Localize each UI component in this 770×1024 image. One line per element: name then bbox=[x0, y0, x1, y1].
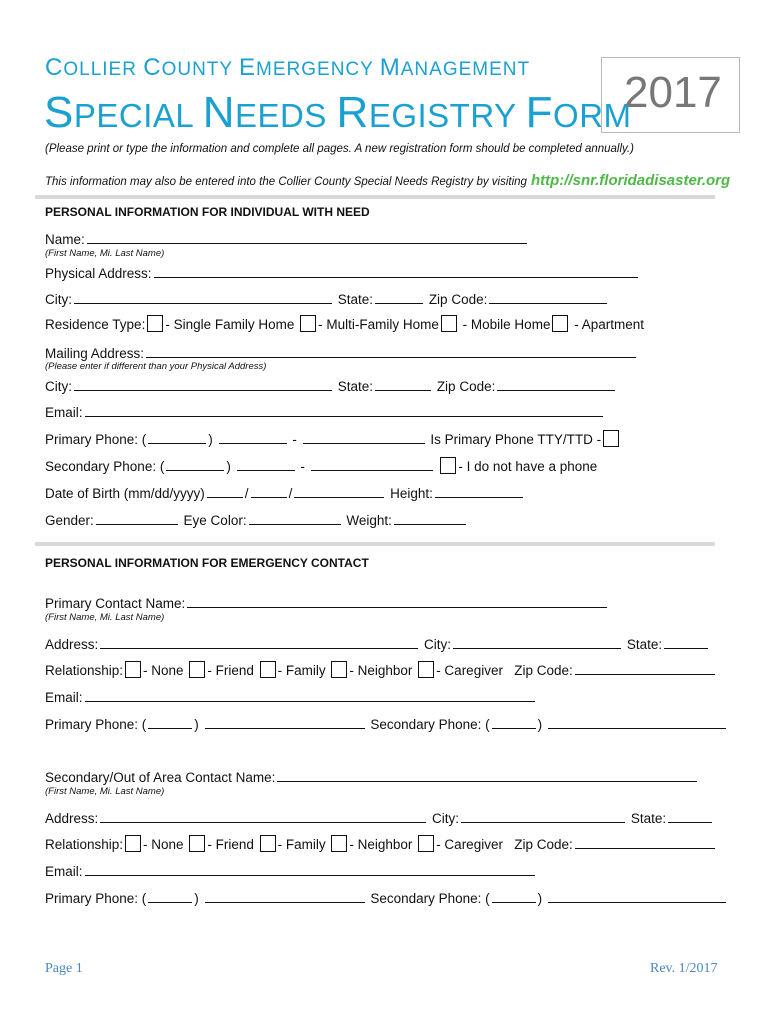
secondary-phone-row bbox=[45, 456, 597, 474]
rel-none-label: - None bbox=[143, 663, 184, 678]
paren-close: ) bbox=[226, 459, 231, 474]
paren-close: ) bbox=[537, 717, 543, 732]
rel-family-checkbox[interactable] bbox=[260, 835, 276, 852]
title-letter: N bbox=[202, 88, 235, 137]
dob-row bbox=[45, 483, 525, 501]
title-text: ORM bbox=[553, 97, 632, 134]
primary-contact-row bbox=[45, 593, 609, 611]
mailing-address-field[interactable] bbox=[146, 343, 636, 358]
city-label: City: bbox=[424, 637, 452, 652]
org-text: MERGENCY bbox=[256, 59, 380, 80]
email-row bbox=[45, 402, 605, 420]
primary-prefix-field[interactable] bbox=[219, 429, 287, 444]
rel-caregiver-checkbox[interactable] bbox=[418, 661, 434, 678]
registry-link[interactable]: http://snr.floridadisaster.org bbox=[530, 172, 731, 189]
secondary-contact-row bbox=[45, 767, 699, 785]
rel-caregiver-checkbox[interactable] bbox=[418, 835, 434, 852]
multi-family-label: - Multi-Family Home bbox=[318, 317, 439, 332]
form-title bbox=[44, 88, 632, 138]
primary-phone-label: Primary Phone: ( bbox=[45, 717, 147, 732]
org-letter: C bbox=[45, 54, 64, 81]
page-number: Page 1 bbox=[45, 961, 83, 976]
secondary-contact-state-field[interactable] bbox=[668, 808, 712, 823]
secondary-relationship-row bbox=[45, 834, 717, 852]
secondary-phone-label: Secondary Phone: ( bbox=[370, 891, 490, 906]
gender-field[interactable] bbox=[96, 510, 178, 525]
paren-close: ) bbox=[537, 891, 543, 906]
org-text: ANAGEMENT bbox=[400, 59, 531, 80]
secondary-contact-name-field[interactable] bbox=[277, 767, 697, 782]
primary-phone-label: Primary Phone: ( bbox=[45, 432, 147, 447]
rel-family-label: - Family bbox=[277, 837, 326, 852]
primary-contact-email-field[interactable] bbox=[85, 687, 535, 702]
zip-label: Zip Code: bbox=[428, 292, 488, 307]
mailing-state-field[interactable] bbox=[375, 376, 431, 391]
org-text: OUNTY bbox=[161, 59, 239, 80]
city-label: City: bbox=[432, 811, 460, 826]
tty-checkbox[interactable] bbox=[603, 430, 619, 447]
height-label: Height: bbox=[390, 486, 433, 501]
no-phone-checkbox[interactable] bbox=[440, 457, 456, 474]
primary-contact-address-field[interactable] bbox=[100, 634, 418, 649]
mailing-address-row bbox=[45, 343, 638, 361]
rel-friend-label: - Friend bbox=[207, 663, 254, 678]
dob-day-field[interactable] bbox=[251, 483, 287, 498]
section-divider bbox=[35, 195, 715, 199]
rel-family-checkbox[interactable] bbox=[260, 661, 276, 678]
visit-note bbox=[45, 172, 730, 189]
primary-phone-label: Primary Phone: ( bbox=[45, 891, 147, 906]
rel-neighbor-checkbox[interactable] bbox=[331, 661, 347, 678]
primary-contact-label: Primary Contact Name: bbox=[45, 596, 186, 611]
secondary-phone-label: Secondary Phone: ( bbox=[45, 459, 165, 474]
secondary-contact-hint: (First Name, Mi. Last Name) bbox=[45, 786, 165, 797]
paren-close: ) bbox=[194, 891, 199, 906]
single-family-label: - Single Family Home bbox=[165, 317, 295, 332]
primary-contact-phone-row bbox=[45, 714, 728, 732]
rel-neighbor-label: - Neighbor bbox=[349, 837, 413, 852]
relationship-label: Relationship: bbox=[45, 663, 124, 678]
primary-contact-hint: (First Name, Mi. Last Name) bbox=[45, 612, 165, 623]
email-label: Email: bbox=[45, 864, 83, 879]
dash: - bbox=[292, 432, 297, 447]
city-row bbox=[45, 289, 609, 307]
residence-label: Residence Type: bbox=[45, 317, 146, 332]
secondary-contact-alt-area-code-field[interactable] bbox=[492, 888, 536, 903]
city-label: City: bbox=[45, 379, 72, 394]
dob-month-field[interactable] bbox=[207, 483, 243, 498]
apartment-checkbox[interactable] bbox=[552, 315, 568, 332]
mobile-home-checkbox[interactable] bbox=[441, 315, 457, 332]
instructions: (Please print or type the information and complete all pages. A new registration form should be completed annually.) bbox=[45, 143, 634, 155]
name-row bbox=[45, 229, 529, 247]
primary-contact-alt-area-code-field[interactable] bbox=[492, 714, 536, 729]
rel-none-checkbox[interactable] bbox=[125, 661, 141, 678]
email-field[interactable] bbox=[85, 402, 603, 417]
eye-color-field[interactable] bbox=[249, 510, 341, 525]
zip-field[interactable] bbox=[489, 289, 607, 304]
weight-field[interactable] bbox=[394, 510, 466, 525]
relationship-label: Relationship: bbox=[45, 837, 124, 852]
primary-relationship-row bbox=[45, 660, 717, 678]
residence-row bbox=[45, 315, 644, 332]
secondary-contact-label: Secondary/Out of Area Contact Name: bbox=[45, 770, 276, 785]
multi-family-checkbox[interactable] bbox=[300, 315, 316, 332]
secondary-contact-email-row bbox=[45, 861, 537, 879]
zip-label: Zip Code: bbox=[436, 379, 496, 394]
email-label: Email: bbox=[45, 690, 83, 705]
secondary-contact-address-row bbox=[45, 808, 714, 826]
paren-close: ) bbox=[194, 717, 199, 732]
section2-heading: PERSONAL INFORMATION FOR EMERGENCY CONTACT bbox=[45, 556, 369, 570]
primary-contact-email-row bbox=[45, 687, 537, 705]
address-label: Address: bbox=[45, 811, 99, 826]
rel-caregiver-label: - Caregiver bbox=[436, 837, 503, 852]
title-text: PECIAL bbox=[73, 97, 203, 134]
secondary-contact-phone-row bbox=[45, 888, 728, 906]
secondary-prefix-field[interactable] bbox=[237, 456, 295, 471]
physical-address-label: Physical Address: bbox=[45, 266, 152, 281]
title-text: EGISTRY bbox=[368, 97, 526, 134]
weight-label: Weight: bbox=[346, 513, 392, 528]
gender-row bbox=[45, 510, 468, 528]
single-family-checkbox[interactable] bbox=[147, 315, 163, 332]
primary-area-code-field[interactable] bbox=[148, 429, 206, 444]
name-hint: (First Name, Mi. Last Name) bbox=[45, 248, 165, 259]
org-letter: E bbox=[239, 54, 257, 81]
physical-address-row bbox=[45, 263, 640, 281]
address-label: Address: bbox=[45, 637, 99, 652]
mailing-address-label: Mailing Address: bbox=[45, 346, 145, 361]
primary-contact-area-code-field[interactable] bbox=[148, 714, 192, 729]
state-label: State: bbox=[630, 811, 667, 826]
secondary-contact-alt-phone-field[interactable] bbox=[548, 888, 726, 903]
primary-contact-phone-field[interactable] bbox=[205, 714, 365, 729]
rel-none-label: - None bbox=[143, 837, 184, 852]
primary-contact-name-field[interactable] bbox=[187, 593, 607, 608]
city-label: City: bbox=[45, 292, 72, 307]
secondary-contact-email-field[interactable] bbox=[85, 861, 535, 876]
dob-year-field[interactable] bbox=[294, 483, 384, 498]
name-label: Name: bbox=[45, 232, 85, 247]
secondary-phone-label: Secondary Phone: ( bbox=[370, 717, 490, 732]
mailing-city-row bbox=[45, 376, 617, 394]
rel-caregiver-label: - Caregiver bbox=[436, 663, 503, 678]
rel-friend-label: - Friend bbox=[207, 837, 254, 852]
rel-family-label: - Family bbox=[277, 663, 326, 678]
title-letter: S bbox=[44, 88, 74, 137]
secondary-contact-zip-field[interactable] bbox=[575, 834, 715, 849]
dob-label: Date of Birth (mm/dd/yyyy) bbox=[45, 486, 205, 501]
secondary-line-field[interactable] bbox=[311, 456, 433, 471]
title-text: EEDS bbox=[234, 97, 337, 134]
mailing-city-field[interactable] bbox=[74, 376, 332, 391]
zip-label: Zip Code: bbox=[514, 663, 573, 678]
mailing-zip-field[interactable] bbox=[497, 376, 615, 391]
visit-text: This information may also be entered into the Collier County Special Needs Registry by visiting bbox=[45, 176, 527, 188]
section-divider bbox=[35, 542, 715, 546]
email-label: Email: bbox=[45, 405, 83, 420]
city-field[interactable] bbox=[74, 289, 332, 304]
slash: / bbox=[288, 486, 293, 501]
primary-contact-city-field[interactable] bbox=[453, 634, 621, 649]
year-label: 2017 bbox=[624, 68, 722, 117]
gender-label: Gender: bbox=[45, 513, 94, 528]
tty-label: Is Primary Phone TTY/TTD - bbox=[430, 432, 602, 447]
slash: / bbox=[244, 486, 249, 501]
physical-address-field[interactable] bbox=[154, 263, 638, 278]
title-letter: F bbox=[525, 88, 554, 137]
secondary-contact-area-code-field[interactable] bbox=[148, 888, 192, 903]
secondary-contact-city-field[interactable] bbox=[461, 808, 625, 823]
title-letter: R bbox=[336, 88, 369, 137]
org-text: OLLIER bbox=[63, 59, 144, 80]
rel-neighbor-checkbox[interactable] bbox=[331, 835, 347, 852]
secondary-area-code-field[interactable] bbox=[166, 456, 224, 471]
name-field[interactable] bbox=[87, 229, 527, 244]
primary-contact-address-row bbox=[45, 634, 710, 652]
primary-phone-row bbox=[45, 429, 621, 447]
rel-friend-checkbox[interactable] bbox=[189, 661, 205, 678]
org-letter: M bbox=[379, 54, 401, 81]
mobile-home-label: - Mobile Home bbox=[462, 317, 551, 332]
state-field[interactable] bbox=[375, 289, 423, 304]
no-phone-label: - I do not have a phone bbox=[458, 459, 598, 474]
eye-color-label: Eye Color: bbox=[183, 513, 247, 528]
state-label: State: bbox=[337, 379, 374, 394]
primary-contact-alt-phone-field[interactable] bbox=[548, 714, 726, 729]
secondary-contact-phone-field[interactable] bbox=[205, 888, 365, 903]
year-box bbox=[601, 57, 740, 133]
dash: - bbox=[300, 459, 305, 474]
primary-line-field[interactable] bbox=[303, 429, 425, 444]
revision-label: Rev. 1/2017 bbox=[650, 961, 718, 976]
primary-contact-state-field[interactable] bbox=[664, 634, 708, 649]
apartment-label: - Apartment bbox=[574, 317, 644, 332]
rel-friend-checkbox[interactable] bbox=[189, 835, 205, 852]
mailing-hint: (Please enter if different than your Physical Address) bbox=[45, 361, 267, 372]
org-letter: C bbox=[143, 54, 162, 81]
zip-label: Zip Code: bbox=[514, 837, 573, 852]
primary-contact-zip-field[interactable] bbox=[575, 660, 715, 675]
paren-close: ) bbox=[208, 432, 213, 447]
org-name bbox=[45, 54, 530, 82]
height-field[interactable] bbox=[435, 483, 523, 498]
rel-neighbor-label: - Neighbor bbox=[349, 663, 413, 678]
state-label: State: bbox=[337, 292, 374, 307]
secondary-contact-address-field[interactable] bbox=[100, 808, 426, 823]
section1-heading: PERSONAL INFORMATION FOR INDIVIDUAL WITH NEED bbox=[45, 205, 370, 219]
state-label: State: bbox=[626, 637, 663, 652]
rel-none-checkbox[interactable] bbox=[125, 835, 141, 852]
